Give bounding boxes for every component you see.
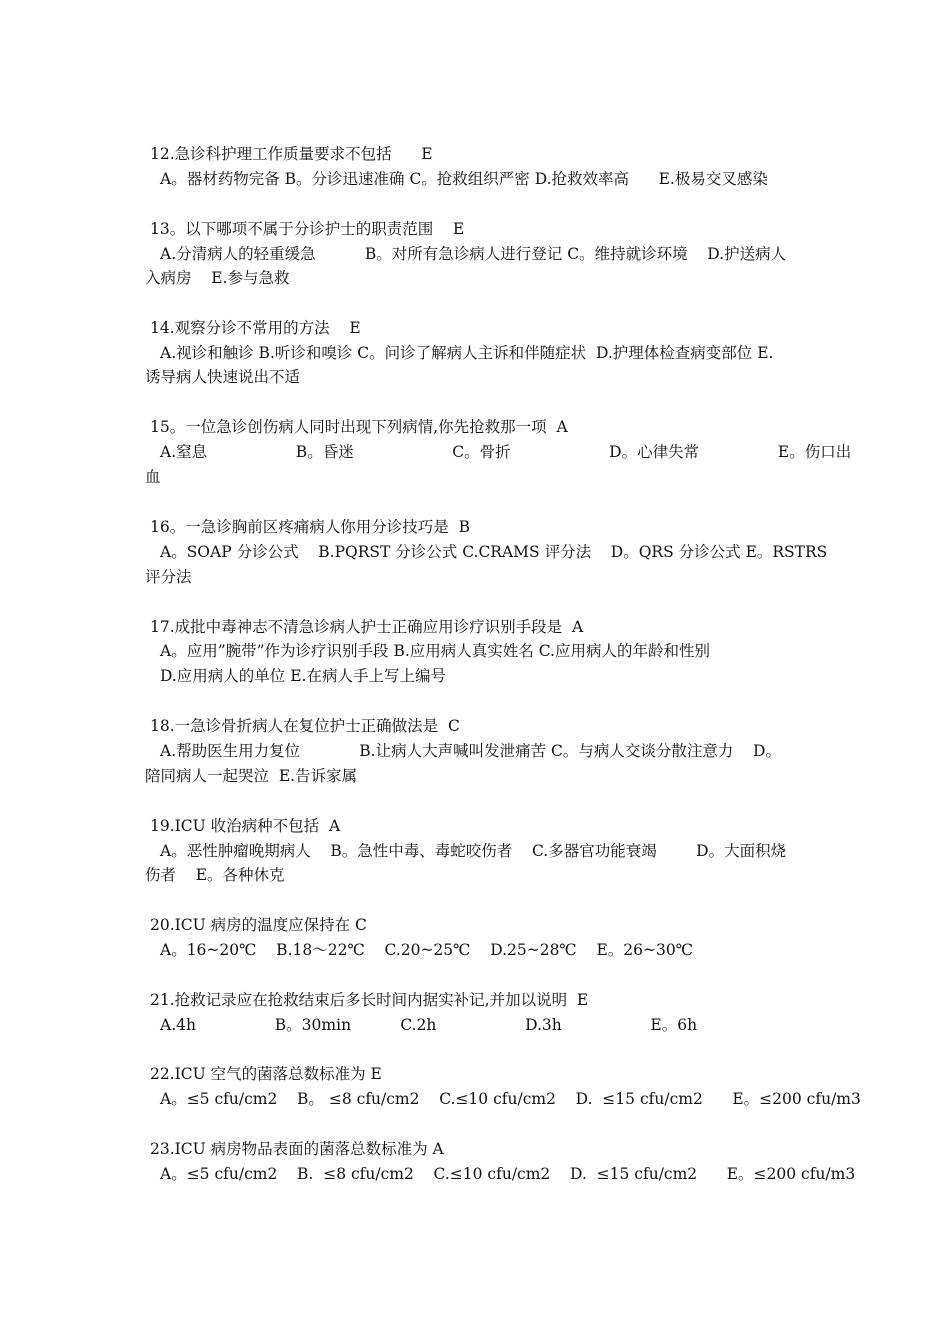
- question-stem: 16。一急诊胸前区疼痛病人你用分诊技巧是 B: [150, 518, 470, 536]
- question-options: A.视诊和触诊 B.听诊和嗅诊 C。问诊了解病人主诉和伴随症状 D.护理体检查病变部位 E.: [160, 344, 774, 362]
- question-stem: 23.ICU 病房物品表面的菌落总数标准为 A: [150, 1140, 444, 1158]
- question-stem: 21.抢救记录应在抢救结束后多长时间内据实补记,并加以说明 E: [150, 991, 589, 1009]
- question-options-continued: D.应用病人的单位 E.在病人手上写上编号: [160, 667, 446, 685]
- question-stem: 15。一位急诊创伤病人同时出现下列病情,你先抢救那一项 A: [150, 418, 568, 436]
- question-options: A。器材药物完备 B。分诊迅速准确 C。抢救组织严密 D.抢救效率高 E.极易交叉感染: [160, 170, 768, 188]
- question-options: A.4h B。30min C.2h D.3h E。6h: [160, 1016, 698, 1034]
- question-options: A。SOAP 分诊公式 B.PQRST 分诊公式 C.CRAMS 评分法 D。QRS 分诊公式 E。RSTRS: [160, 543, 828, 561]
- question-stem: 14.观察分诊不常用的方法 E: [150, 319, 361, 337]
- question-options-continued: 伤者 E。各种休克: [145, 866, 285, 884]
- question-options: A。恶性肿瘤晚期病人 B。急性中毒、毒蛇咬伤者 C.多器官功能衰竭 D。大面积烧: [160, 842, 787, 860]
- question-options: A.帮助医生用力复位 B.让病人大声喊叫发泄痛苦 C。与病人交谈分散注意力 D。: [160, 742, 781, 760]
- question-options: A。应用”腕带”作为诊疗识别手段 B.应用病人真实姓名 C.应用病人的年龄和性别: [160, 642, 710, 660]
- question-options: A。≤5 cfu/cm2 B。 ≤8 cfu/cm2 C.≤10 cfu/cm2 D. ≤15 cfu/cm2 E。≤200 cfu/m3: [160, 1090, 861, 1108]
- question-stem: 17.成批中毒神志不清急诊病人护士正确应用诊疗识别手段是 A: [150, 618, 584, 636]
- question-options-continued: 陪同病人一起哭泣 E.告诉家属: [145, 767, 358, 785]
- question-options-continued: 评分法: [145, 568, 192, 586]
- question-stem: 20.ICU 病房的温度应保持在 C: [150, 916, 367, 934]
- question-options-continued: 入病房 E.参与急救: [145, 269, 290, 287]
- question-stem: 18.一急诊骨折病人在复位护士正确做法是 C: [150, 717, 460, 735]
- question-options: A.窒息 B。昏迷 C。骨折 D。心律失常 E。伤口出: [160, 443, 852, 461]
- question-options: A.分清病人的轻重缓急 B。对所有急诊病人进行登记 C。维持就诊环境 D.护送病人: [160, 245, 787, 263]
- question-options-continued: 血: [145, 468, 161, 486]
- question-options: A。≤5 cfu/cm2 B. ≤8 cfu/cm2 C.≤10 cfu/cm2 D. ≤15 cfu/cm2 E。≤200 cfu/m3: [160, 1165, 856, 1183]
- question-stem: 22.ICU 空气的菌落总数标准为 E: [150, 1065, 382, 1083]
- question-stem: 12.急诊科护理工作质量要求不包括 E: [150, 145, 433, 163]
- question-stem: 13。以下哪项不属于分诊护士的职责范围 E: [150, 220, 465, 238]
- question-options: A。16~20℃ B.18～22℃ C.20~25℃ D.25~28℃ E。26~30℃: [160, 941, 694, 959]
- question-stem: 19.ICU 收治病种不包括 A: [150, 817, 341, 835]
- question-options-continued: 诱导病人快速说出不适: [145, 368, 301, 386]
